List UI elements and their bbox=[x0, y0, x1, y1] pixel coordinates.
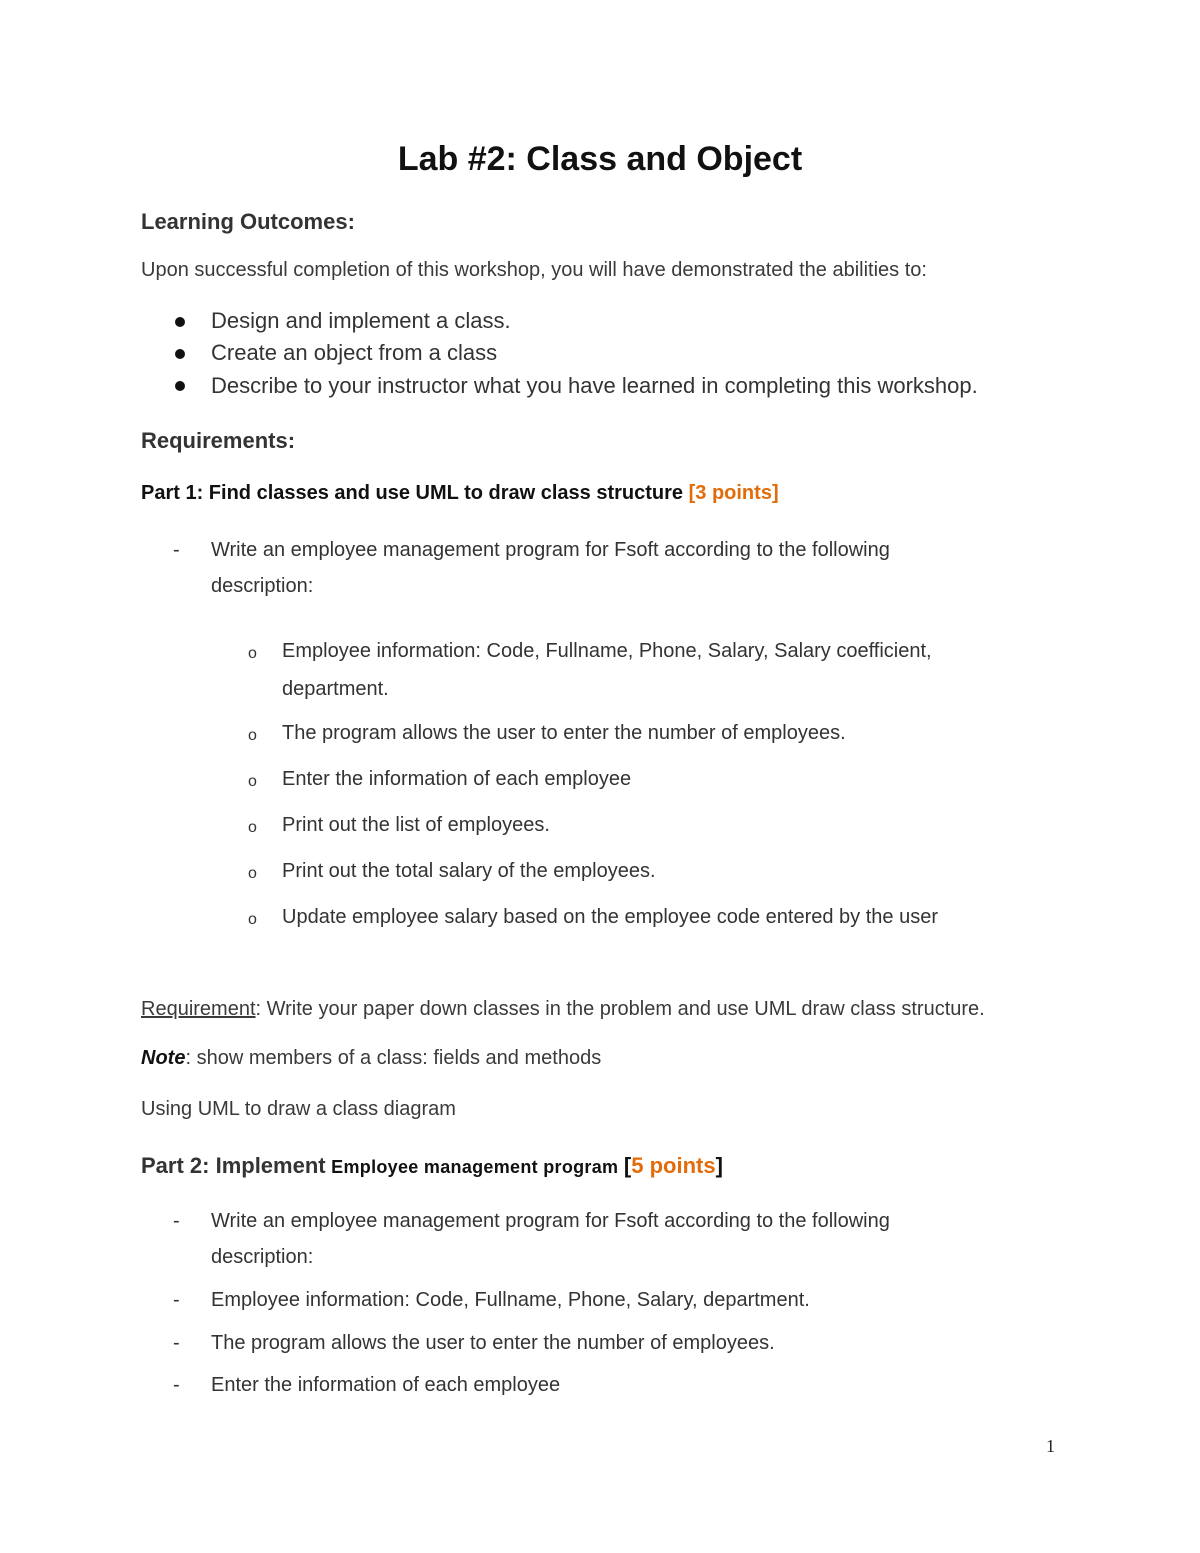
sub-bullet-icon: o bbox=[248, 645, 257, 662]
document-title: Lab #2: Class and Object bbox=[397, 140, 803, 178]
note-label: Note bbox=[141, 1047, 186, 1069]
learning-outcomes-intro: Upon successful completion of this workshop, you will have demonstrated the abilities to: bbox=[141, 259, 927, 281]
dash-marker: - bbox=[173, 1374, 180, 1396]
part2-item: Enter the information of each employee bbox=[211, 1374, 561, 1396]
part2-title bbox=[141, 1153, 723, 1179]
part1-dash-item-line2: description: bbox=[211, 575, 314, 597]
part1-points-close: ] bbox=[771, 482, 779, 504]
sub-bullet-icon: o bbox=[248, 727, 257, 744]
part1-sub-item: Employee information: Code, Fullname, Phone, Salary, Salary coefficient, bbox=[282, 640, 932, 662]
part2-points-open: [ bbox=[623, 1153, 632, 1178]
sub-bullet-icon: o bbox=[248, 911, 257, 928]
part2-item: Employee information: Code, Fullname, Phone, Salary, department. bbox=[211, 1289, 810, 1311]
part1-dash-item-line1: Write an employee management program for Fsoft according to the following bbox=[211, 539, 890, 561]
note-text: : show members of a class: fields and methods bbox=[185, 1047, 602, 1069]
requirements-heading: Requirements: bbox=[141, 428, 296, 453]
dash-marker: - bbox=[173, 539, 180, 561]
part1-sub-item: Update employee salary based on the employee code entered by the user bbox=[282, 906, 938, 928]
part2-item: The program allows the user to enter the number of employees. bbox=[211, 1332, 775, 1354]
part1-sub-item: Print out the total salary of the employees. bbox=[282, 860, 656, 882]
part1-sub-item-cont: department. bbox=[282, 678, 389, 700]
page-number: 1 bbox=[1046, 1436, 1055, 1456]
outcome-item: Create an object from a class bbox=[211, 340, 498, 365]
part2-item: Write an employee management program for Fsoft according to the following bbox=[211, 1210, 890, 1232]
uml-line: Using UML to draw a class diagram bbox=[141, 1098, 456, 1120]
part1-points: 3 points bbox=[695, 482, 772, 504]
sub-bullet-icon: o bbox=[248, 865, 257, 882]
bullet-icon bbox=[175, 349, 185, 359]
part1-sub-item: Print out the list of employees. bbox=[282, 814, 550, 836]
requirement-label: Requirement bbox=[141, 998, 256, 1020]
bullet-icon bbox=[175, 381, 185, 391]
dash-marker: - bbox=[173, 1210, 180, 1232]
part1-sub-item: The program allows the user to enter the number of employees. bbox=[282, 722, 846, 744]
dash-marker: - bbox=[173, 1289, 180, 1311]
part1-points-open: [ bbox=[688, 482, 696, 504]
learning-outcomes-heading: Learning Outcomes: bbox=[141, 209, 355, 234]
note-line bbox=[141, 1047, 601, 1070]
part2-title-a: Part 2: Implement bbox=[141, 1153, 326, 1178]
sub-bullet-icon: o bbox=[248, 819, 257, 836]
dash-marker: - bbox=[173, 1332, 180, 1354]
requirement-line bbox=[141, 998, 985, 1021]
part1-sub-item: Enter the information of each employee bbox=[282, 768, 632, 790]
bullet-icon bbox=[175, 317, 185, 327]
part1-title bbox=[141, 482, 779, 505]
part2-title-b: Employee management program bbox=[331, 1157, 619, 1177]
part1-title-text: Part 1: Find classes and use UML to draw class structure bbox=[141, 482, 684, 504]
part2-points: 5 points bbox=[631, 1153, 716, 1178]
requirement-text: : Write your paper down classes in the problem and use UML draw class structure. bbox=[255, 998, 985, 1020]
sub-bullet-icon: o bbox=[248, 773, 257, 790]
part2-points-close: ] bbox=[715, 1153, 723, 1178]
outcome-item: Describe to your instructor what you have learned in completing this workshop. bbox=[211, 373, 978, 398]
part2-item-cont: description: bbox=[211, 1246, 314, 1268]
outcome-item: Design and implement a class. bbox=[211, 308, 511, 333]
